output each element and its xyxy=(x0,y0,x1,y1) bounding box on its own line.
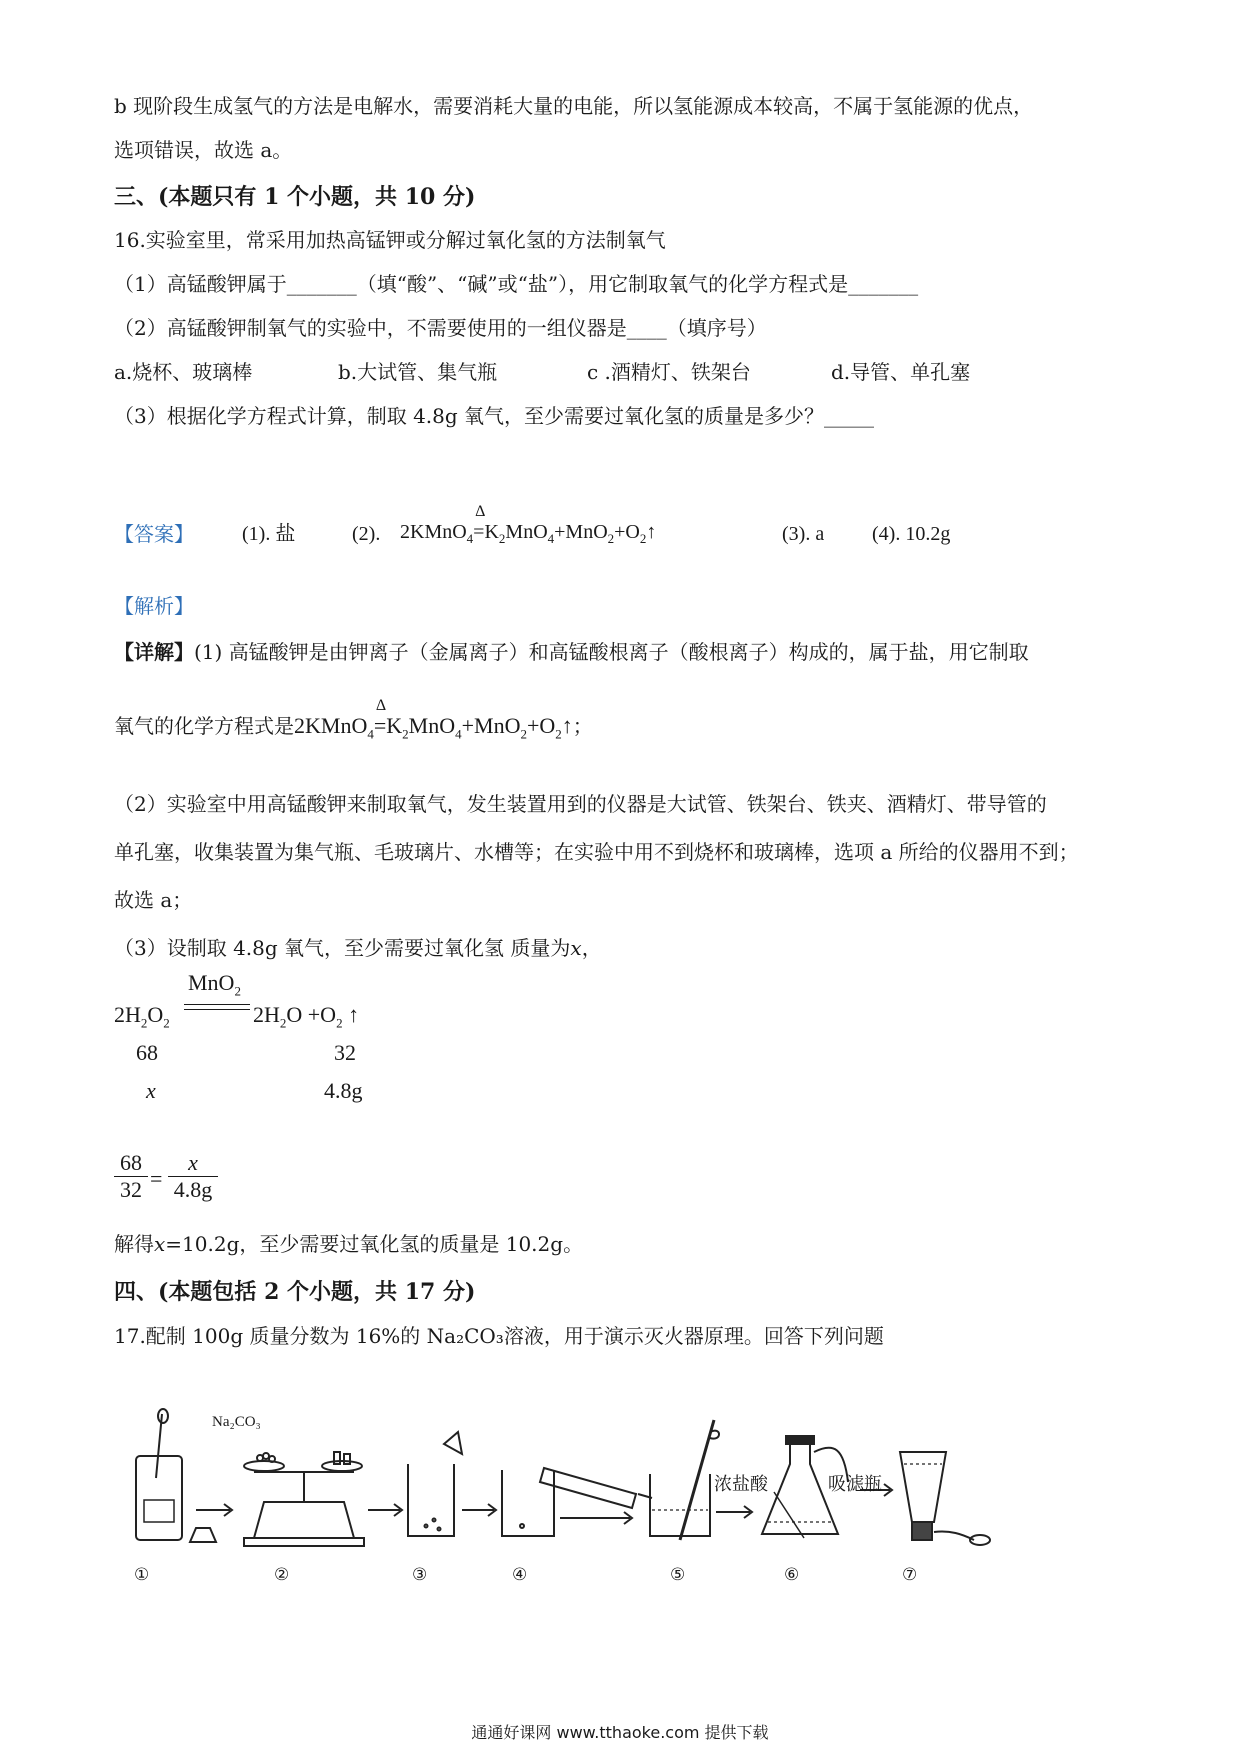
detail-text-1b: 氧气的化学方程式是 xyxy=(114,714,294,738)
punct: ， xyxy=(581,936,602,960)
reactant-h2o2: $2H_2O_2$ xyxy=(114,1002,170,1031)
label-suction-flask: 吸滤瓶 xyxy=(828,1474,882,1495)
fraction-68-32 xyxy=(114,1150,148,1203)
answer-2-label: (2). xyxy=(352,523,381,545)
question-16: 16.实验室里，常采用加热高锰钾或分解过氧化氢的方法制氧气 xyxy=(114,228,666,252)
text-line: b 现阶段生成氢气的方法是电解水，需要消耗大量的电能，所以氢能源成本较高，不属于氢能源的优点， xyxy=(114,94,1034,118)
beaker-pouring xyxy=(502,1468,652,1536)
equals-bar-bottom xyxy=(184,1009,250,1010)
option-d: d.导管、单孔塞 xyxy=(831,360,971,384)
text-line: 选项错误，故选 a。 xyxy=(114,138,293,162)
solve-text: =10.2g，至少需要过氧化氢的质量是 10.2g。 xyxy=(165,1232,584,1256)
detail-line-3 xyxy=(114,934,602,962)
detail-line-1b xyxy=(114,697,593,748)
question-17: 17.配制 100g 质量分数为 16%的 Na₂CO₃溶液，用于演示灭火器原理。回答下列问题 xyxy=(114,1324,884,1348)
kmno4-equation-inline: 2KMnO$_4$= Δ $K_2MnO_4+MnO_2+O_2↑$ xyxy=(294,697,573,742)
catalyst-label: MnO$_2$ xyxy=(188,970,241,999)
step-1: ① xyxy=(134,1565,150,1585)
option-a: a.烧杯、玻璃棒 xyxy=(114,360,253,384)
step-7: ⑦ xyxy=(902,1565,918,1585)
oxygen-mass: 4.8g xyxy=(324,1078,363,1103)
option-c: c .酒精灯、铁架台 xyxy=(587,360,751,384)
unknown-x: x xyxy=(146,1078,156,1103)
variable-x: x xyxy=(570,936,582,960)
question-16-part-1: （1）高锰酸钾属于_______（填“酸”、“碱”或“盐”），用它制取氧气的化学方程式是_______ xyxy=(114,272,919,296)
answer-tag: 【答案】 xyxy=(114,522,194,546)
detail-text-1: (1) 高锰酸钾是由钾离子（金属离子）和高锰酸根离子（酸根离子）构成的，属于盐，用它制取 xyxy=(194,640,1029,664)
molar-mass-o2: 32 xyxy=(334,1040,356,1065)
numerator: 68 xyxy=(120,1150,142,1175)
detail-text-3: （3）设制取 4.8g 氧气，至少需要过氧化氢 质量为 xyxy=(114,936,571,960)
answer-3: (3). a xyxy=(782,523,825,545)
kmno4-equation: 2KMnO$_4$= Δ $K_2MnO_4+MnO_2+O_2↑$ xyxy=(400,503,657,546)
products: $2H_2O +O_2$ ↑ xyxy=(253,1002,360,1031)
variable-x: x xyxy=(154,1232,166,1256)
reagent-jar xyxy=(136,1409,216,1542)
numerator: x xyxy=(188,1150,198,1175)
beaker-stirring xyxy=(650,1420,719,1540)
step-5: ⑤ xyxy=(670,1565,686,1585)
detail-line-2c: 故选 a； xyxy=(114,888,193,912)
detail-tag: 【详解】 xyxy=(114,640,194,664)
extinguisher-model xyxy=(900,1452,990,1545)
solve-label: 解得 xyxy=(114,1232,154,1256)
section-heading-4: 四、(本题包括 2 个小题，共 17 分) xyxy=(114,1279,476,1305)
question-16-part-2: （2）高锰酸钾制氧气的实验中，不需要使用的一组仪器是____（填序号） xyxy=(114,316,767,340)
answer-row xyxy=(114,503,1114,556)
experiment-diagram xyxy=(114,1408,1126,1586)
equals-sign: = xyxy=(150,1166,163,1191)
beaker-powder xyxy=(408,1432,462,1536)
step-6: ⑥ xyxy=(784,1565,800,1585)
step-3: ③ xyxy=(412,1565,428,1585)
punct: ； xyxy=(572,714,593,738)
answer-1: (1). 盐 xyxy=(242,523,296,545)
detail-line-2b: 单孔塞，收集装置为集气瓶、毛玻璃片、水槽等；在实验中用不到烧杯和玻璃棒，选项 a 所给的仪器用不到； xyxy=(114,840,1079,864)
solution-line xyxy=(114,1230,583,1258)
denominator: 32 xyxy=(114,1176,148,1203)
analysis-tag: 【解析】 xyxy=(114,594,194,618)
page-footer: 通通好课网 www.tthaoke.com 提供下载 xyxy=(471,1723,769,1742)
detail-line-1 xyxy=(114,638,1029,666)
section-heading-3: 三、(本题只有 1 个小题，共 10 分) xyxy=(114,184,476,210)
molar-mass-h2o2: 68 xyxy=(136,1040,158,1065)
denominator: 4.8g xyxy=(168,1176,218,1203)
fraction-x-4-8 xyxy=(168,1150,218,1203)
detail-line-2: （2）实验室中用高锰酸钾来制取氧气，发生装置用到的仪器是大试管、铁架台、铁夹、酒精灯、带导管的 xyxy=(114,792,1047,816)
equals-bar-top xyxy=(184,1004,250,1005)
option-b: b.大试管、集气瓶 xyxy=(338,360,498,384)
step-2: ② xyxy=(274,1565,290,1585)
label-na2co3: Na₂CO₃ xyxy=(212,1414,261,1430)
question-16-part-3: （3）根据化学方程式计算，制取 4.8g 氧气，至少需要过氧化氢的质量是多少？_____ xyxy=(114,404,875,428)
answer-4: (4). 10.2g xyxy=(872,523,951,545)
label-hcl: 浓盐酸 xyxy=(714,1474,768,1495)
balance xyxy=(244,1452,364,1546)
step-4: ④ xyxy=(512,1565,528,1585)
